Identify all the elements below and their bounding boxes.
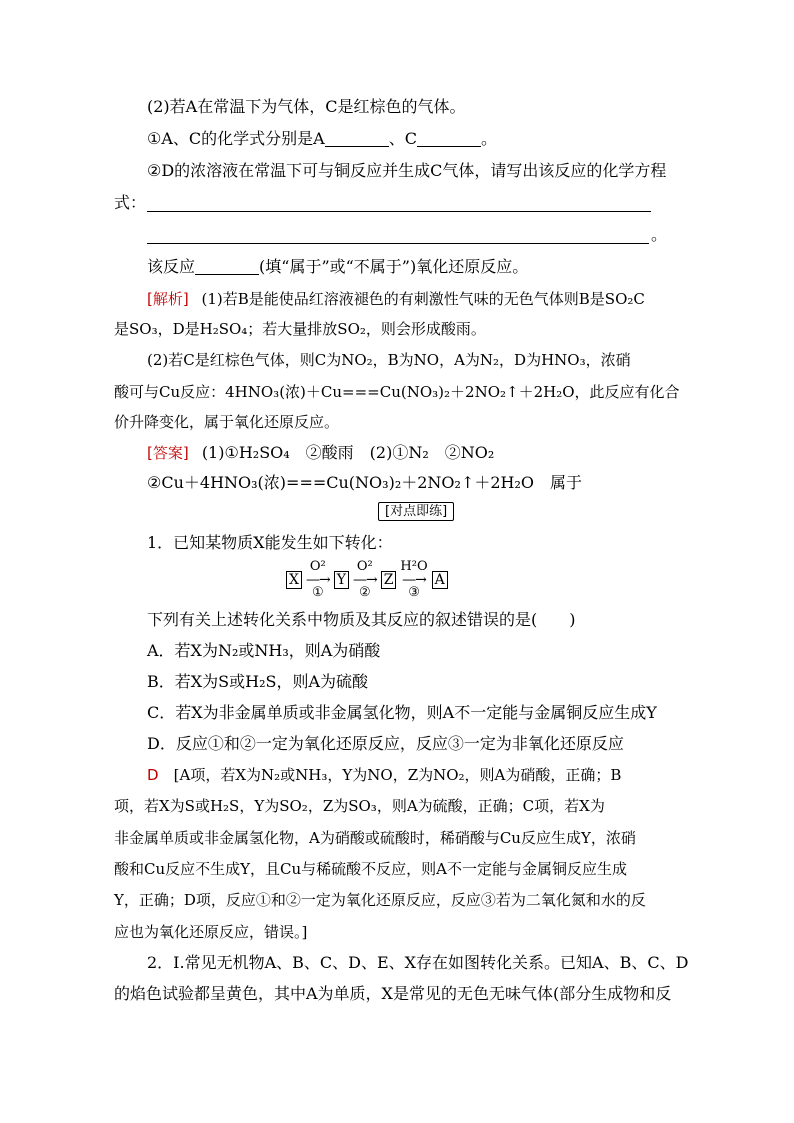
q2-item2-cont: 式： (114, 193, 147, 212)
jiexi-5: 价升降变化，属于氧化还原反应。 (114, 413, 340, 431)
q2-react (147, 257, 528, 277)
p1-exp-3: 非金属单质或非金属氢化物，A为硝酸或硫酸时，稀硝酸与Cu反应生成Y，浓硝 (114, 829, 636, 847)
arrow-1-top: O² (309, 559, 326, 574)
q2-item1-a: ①A、C的化学式分别是A (147, 129, 325, 148)
arrow-3-bot: ③ (408, 585, 420, 600)
q2-react-b: (填“属于”或“不属于”)氧化还原反应。 (259, 257, 529, 276)
q2-item1-sep: 、C (388, 129, 417, 148)
p1-question: 下列有关上述转化关系中物质及其反应的叙述错误的是( ) (147, 610, 576, 629)
p1-exp-6: 应也为氧化还原反应，错误。] (114, 923, 308, 941)
answer-label: [答案] (147, 444, 189, 462)
arrow-2: O² —→ ② (352, 559, 377, 600)
arrow-1: O² —→ ① (305, 559, 330, 600)
jiexi-4: 酸可与Cu反应：4HNO₃(浓)＋Cu===Cu(NO₃)₂＋2NO₂↑＋2H₂O，此反应有化合 (114, 383, 680, 401)
arrow-3: H²O —→ ③ (400, 559, 428, 600)
arrow-1-bot: ① (312, 585, 324, 600)
jiexi-3: (2)若C是红棕色气体，则C为NO₂，B为NO，A为N₂，D为HNO₃，浓硝 (147, 351, 631, 369)
q2-item2-end: 。 (651, 225, 668, 244)
jiexi-2: 是SO₃，D是H₂SO₄；若大量排放SO₂，则会形成酸雨。 (114, 320, 486, 338)
scheme-a: A (432, 571, 448, 589)
answer-2: ②Cu＋4HNO₃(浓)===Cu(NO₃)₂＋2NO₂↑＋2H₂O 属于 (147, 473, 583, 492)
option-d[interactable]: D．反应①和②一定为氧化还原反应，反应③一定为非氧化还原反应 (147, 734, 624, 753)
react-type-blank[interactable] (195, 258, 259, 275)
scheme-y: Y (334, 571, 349, 589)
q2-intro: (2)若A在常温下为气体，C是红棕色的气体。 (147, 97, 466, 116)
p1-exp-2: 项，若X为S或H₂S，Y为SO₂，Z为SO₃，则A为硫酸，正确；C项，若X为 (114, 797, 605, 815)
answer-blank-c[interactable] (417, 130, 481, 147)
p2-line-2: 的焰色试验都呈黄色，其中A为单质，X是常见的无色无味气体(部分生成物和反 (114, 984, 672, 1003)
q2-item2: ②D的浓溶液在常温下可与铜反应并生成C气体，请写出该反应的化学方程 (147, 161, 667, 180)
p1-exp-1: [A项，若X为N₂或NH₃，Y为NO，Z为NO₂，则A为硝酸，正确；B (173, 766, 622, 784)
arrow-2-top: O² (356, 559, 373, 574)
option-c[interactable]: C．若X为非金属单质或非金属氢化物，则A不一定能与金属铜反应生成Y (147, 703, 657, 722)
scheme-z: Z (381, 571, 397, 589)
equation-blank-2[interactable] (147, 227, 649, 244)
option-b[interactable]: B．若X为S或H₂S，则A为硫酸 (147, 672, 368, 691)
q2-item1-end: 。 (480, 129, 497, 148)
equation-blank-1[interactable] (147, 195, 651, 212)
q2-react-a: 该反应 (147, 257, 196, 276)
p1-exp-4: 酸和Cu反应不生成Y，且Cu与稀硫酸不反应，则A不一定能与金属铜反应生成 (114, 860, 628, 878)
answer-1: (1)①H₂SO₄ ②酸雨 (2)①N₂ ②NO₂ (201, 443, 495, 462)
section-tag: [对点即练] (378, 502, 454, 521)
jiexi-label: [解析] (147, 290, 189, 308)
p1-stem: 1．已知某物质X能发生如下转化： (147, 533, 393, 552)
scheme-x: X (286, 571, 302, 589)
conversion-scheme (0, 560, 794, 600)
jiexi-1: (1)若B是能使品红溶液褪色的有刺激性气味的无色气体则B是SO₂C (201, 290, 645, 308)
p2-line-1: 2．Ⅰ.常见无机物A、B、C、D、E、X存在如图转化关系。已知A、B、C、D (147, 953, 689, 972)
answer-blank-a[interactable] (325, 130, 389, 147)
p1-exp-5: Y，正确；D项，反应①和②一定为氧化还原反应，反应③若为二氧化氮和水的反 (114, 891, 646, 909)
p1-answer-letter: D (147, 766, 159, 784)
option-a[interactable]: A．若X为N₂或NH₃，则A为硝酸 (147, 641, 381, 660)
arrow-3-top: H²O (400, 559, 428, 574)
arrow-2-bot: ② (358, 585, 371, 600)
q2-item1 (147, 129, 497, 149)
